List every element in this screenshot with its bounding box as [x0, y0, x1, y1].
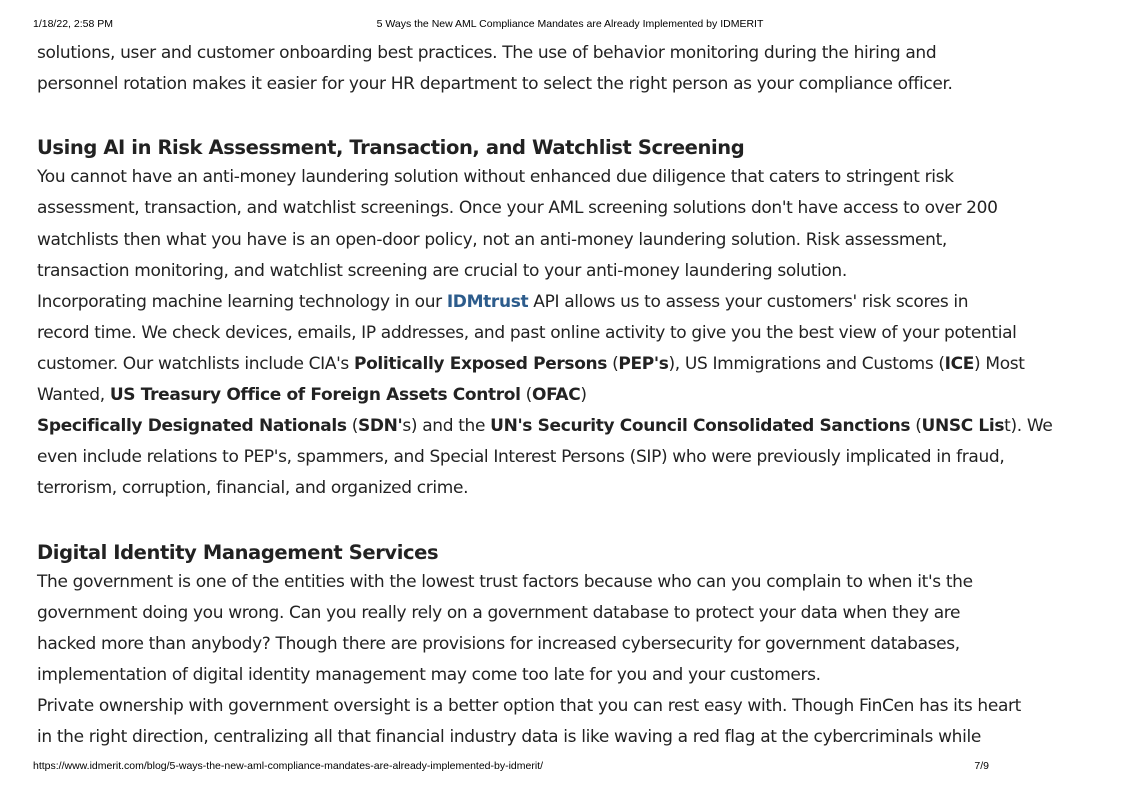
print-datetime: 1/18/22, 2:58 PM — [33, 18, 113, 30]
text-line — [37, 287, 1024, 318]
text-line: Private ownership with government oversight is a better option that you can rest easy with. Though FinCen has its heart — [37, 695, 1021, 716]
bold-term: SDN' — [358, 416, 403, 437]
text-run: ), US Immigrations and Customs ( — [668, 353, 945, 374]
text-line: solutions, user and customer onboarding best practices. The use of behavior monitoring during the hiring and — [37, 43, 937, 63]
text-run: ) — [580, 385, 587, 406]
text-line: implementation of digital identity management may come too late for you and your customers. — [37, 664, 821, 685]
text-run: API allows us to assess your customers' risk scores in — [528, 291, 969, 312]
text-line: watchlists then what you have is an open-door policy, not an anti-money laundering solution. Risk assessment, — [37, 229, 947, 250]
text-line: record time. We check devices, emails, IP addresses, and past online activity to give you the best view of your potential — [37, 322, 1017, 343]
text-run: s) and the — [402, 416, 491, 437]
idmtrust-link[interactable]: IDMtrust — [446, 291, 529, 312]
bold-term: UN's Security Council Consolidated Sanctions — [490, 416, 911, 437]
article-body — [37, 38, 1053, 756]
text-line — [37, 349, 1024, 380]
text-line: The government is one of the entities with the lowest trust factors because who can you complain to when it's the — [37, 571, 973, 592]
text-line — [37, 380, 1024, 411]
text-run: ) Most — [974, 353, 1025, 374]
print-footer — [0, 760, 1024, 774]
bold-term: Politically Exposed Persons — [353, 353, 608, 374]
text-line: assessment, transaction, and watchlist screenings. Once your AML screening solutions don't have access to over 200 — [37, 198, 998, 219]
section-heading-ai-screening: Using AI in Risk Assessment, Transaction, and Watchlist Screening — [37, 136, 745, 160]
bold-term: PEP's — [618, 353, 669, 374]
text-run: Incorporating machine learning technology in our — [37, 291, 447, 312]
bold-term: Specifically Designated Nationals — [37, 416, 347, 437]
paragraph-gap — [37, 504, 1024, 535]
text-run: t). We — [1004, 416, 1053, 437]
text-run: ( — [910, 416, 922, 437]
text-run: ( — [607, 353, 619, 374]
print-page-title: 5 Ways the New AML Compliance Mandates are Already Implemented by IDMERIT — [376, 18, 764, 30]
print-header — [0, 18, 1024, 32]
bold-term: ICE — [944, 353, 975, 374]
bold-term: OFAC — [531, 385, 581, 406]
text-line: transaction monitoring, and watchlist screening are crucial to your anti-money laundering solution. — [37, 260, 847, 281]
text-run: ( — [520, 385, 532, 406]
bold-term: US Treasury Office of Foreign Assets Control — [109, 385, 521, 406]
bold-term: UNSC Lis — [921, 416, 1005, 437]
section-heading-digital-identity: Digital Identity Management Services — [37, 540, 439, 564]
text-line: government doing you wrong. Can you really rely on a government database to protect your data when they are — [37, 602, 961, 623]
text-run: ( — [346, 416, 358, 437]
text-line: terrorism, corruption, financial, and organized crime. — [37, 478, 469, 499]
page-number: 7/9 — [974, 760, 989, 772]
paragraph-gap — [37, 100, 1024, 131]
text-line: in the right direction, centralizing all that financial industry data is like waving a red flag at the cybercriminals while — [37, 727, 981, 748]
text-run: Wanted, — [37, 385, 110, 406]
text-line: You cannot have an anti-money laundering solution without enhanced due diligence that caters to stringent risk — [37, 167, 954, 188]
text-line — [37, 411, 1053, 442]
text-line: even include relations to PEP's, spammers, and Special Interest Persons (SIP) who were previously implicated in fraud, — [37, 447, 1005, 468]
text-line: hacked more than anybody? Though there are provisions for increased cybersecurity for government databases, — [37, 633, 960, 654]
text-line: personnel rotation makes it easier for your HR department to select the right person as your compliance officer. — [37, 74, 953, 95]
text-run: customer. Our watchlists include CIA's — [37, 353, 354, 374]
print-url: https://www.idmerit.com/blog/5-ways-the-new-aml-compliance-mandates-are-already-implemented-by-idmerit/ — [33, 760, 544, 772]
